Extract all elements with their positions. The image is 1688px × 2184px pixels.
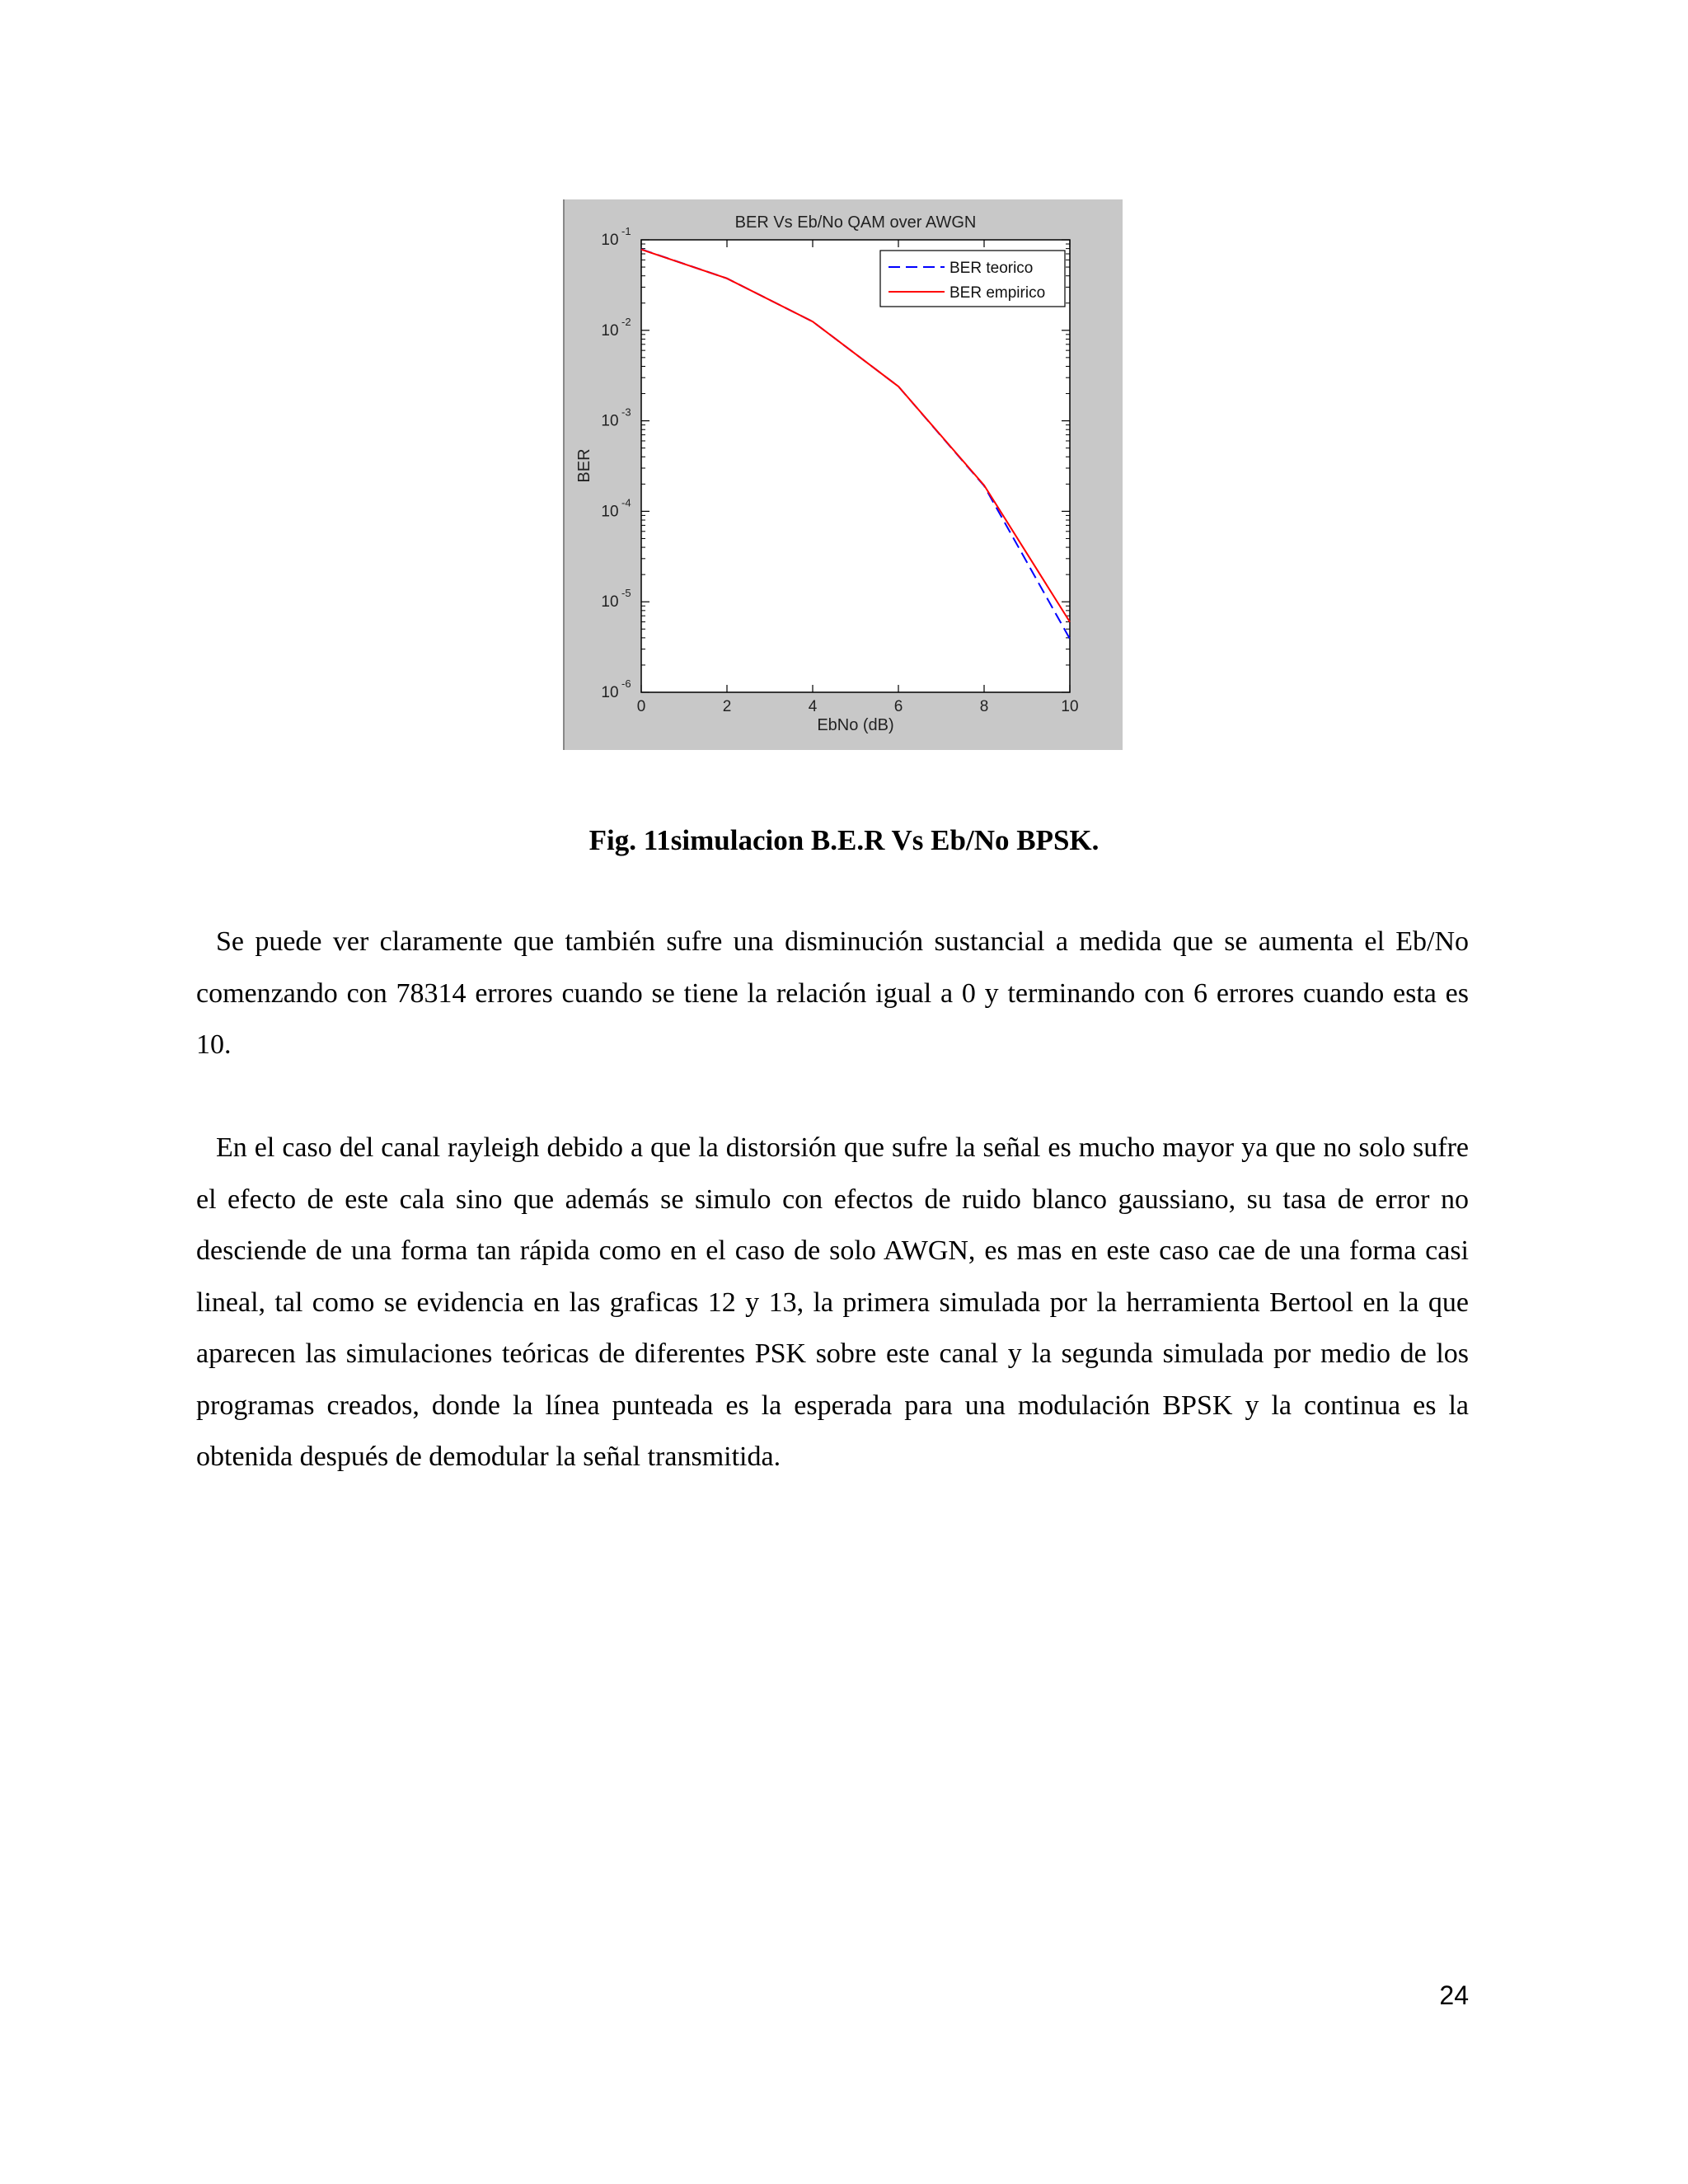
ber-chart xyxy=(565,199,1123,750)
legend xyxy=(880,251,1065,307)
y-tick-label: 10 xyxy=(601,593,619,612)
page-number: 24 xyxy=(1439,1980,1469,2010)
y-tick-exponent: -4 xyxy=(621,496,631,509)
paragraph-1: Se puede ver claramente que también sufre una disminución sustancial a medida que se aumenta el Eb/No comenzando con 78314 errores cuando se tiene la relación igual a 0 y terminando con 6 errores cuando esta es 10. xyxy=(196,926,1469,1060)
plot-area xyxy=(641,240,1070,692)
y-tick-exponent: -6 xyxy=(621,677,631,690)
x-axis-label: EbNo (dB) xyxy=(817,716,894,734)
x-tick-label: 4 xyxy=(808,698,818,715)
legend-label: BER teorico xyxy=(950,260,1034,277)
y-tick-exponent: -5 xyxy=(621,587,631,600)
y-tick-exponent: -2 xyxy=(621,315,631,328)
y-tick-label: 10 xyxy=(601,232,619,249)
chart-title: BER Vs Eb/No QAM over AWGN xyxy=(734,213,977,232)
y-tick-exponent: -1 xyxy=(621,225,631,237)
y-tick-label: 10 xyxy=(601,503,619,521)
legend-label: BER empirico xyxy=(950,284,1046,302)
figure-caption: Fig. 11simulacion B.E.R Vs Eb/No BPSK. xyxy=(588,824,1100,856)
paragraph-2: En el caso del canal rayleigh debido a que la distorsión que sufre la señal es mucho mayor ya que no solo sufre el efecto de este cala sino que además se simulo con efectos de ruido blanco gaussiano, su tasa de error no desciende de una forma tan rápida como en el caso de solo AWGN, es mas en este caso cae de una forma casi lineal, tal como se evidencia en las graficas 12 y 13, la primera simulada por la herramienta Bertool en la que aparecen las simulaciones teóricas de diferentes PSK sobre este canal y la segunda simulada por medio de los programas creados, donde la línea punteada es la esperada para una modulación BPSK y la continua es la obtenida después de demodular la señal transmitida. xyxy=(196,1132,1469,1472)
x-tick-label: 2 xyxy=(722,698,732,715)
y-axis-label: BER xyxy=(575,448,593,483)
y-tick-label: 10 xyxy=(601,321,619,340)
figure-panel xyxy=(563,199,1123,750)
y-tick-exponent: -3 xyxy=(621,405,631,419)
x-tick-label: 8 xyxy=(979,698,989,715)
x-tick-label: 6 xyxy=(893,698,903,715)
x-tick-label: 0 xyxy=(636,698,646,715)
y-tick-label: 10 xyxy=(601,412,619,430)
y-tick-label: 10 xyxy=(601,684,619,701)
x-tick-label: 10 xyxy=(1061,698,1079,715)
